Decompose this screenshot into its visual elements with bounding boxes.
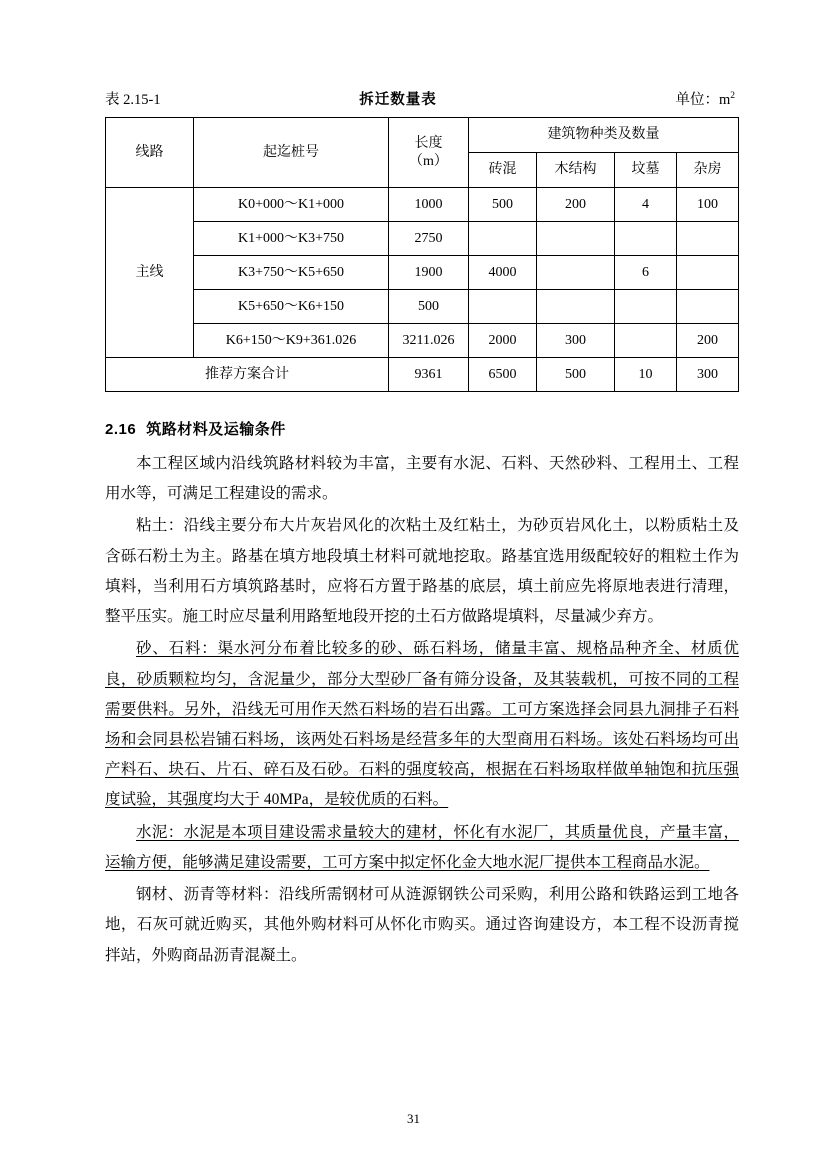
table-row [106, 188, 739, 222]
section-number: 2.16 [105, 421, 137, 438]
cell-length: 500 [389, 290, 469, 324]
cell-misc-house [677, 290, 739, 324]
header-length [389, 118, 469, 188]
cell-misc-house: 200 [677, 324, 739, 358]
table-unit-label: 单位：m [675, 92, 731, 108]
header-misc-house: 杂房 [677, 153, 739, 188]
cell-tomb: 6 [615, 256, 677, 290]
section-title-text: 筑路材料及运输条件 [146, 421, 286, 438]
table-row [106, 256, 739, 290]
paragraph-clay: 粘土：沿线主要分布大片灰岩风化的次粘土及红粘土，为砂页岩风化土，以粉质粘土及含砾石粉土为主。路基在填方地段填土材料可就地挖取。路基宜选用级配较好的粗粒土作为填料，当利用石方填筑路基时，应将石方置于路基的底层，填土前应先将原地表进行清理，整平压实。施工时应尽量利用路堑地段开挖的土石方做路堤填料，尽量减少弃方。 [105, 517, 739, 626]
header-length-line1: 长度 [414, 136, 443, 151]
header-length-line2: （m） [409, 153, 448, 169]
header-building-group: 建筑物种类及数量 [469, 118, 739, 153]
cell-misc-house: 100 [677, 188, 739, 222]
cell-wood-structure [537, 256, 615, 290]
table-row [106, 290, 739, 324]
cell-length: 1000 [389, 188, 469, 222]
cell-misc-house [677, 256, 739, 290]
header-brick-concrete: 砖混 [469, 153, 537, 188]
demolition-quantity-table [105, 117, 739, 392]
cell-length: 3211.026 [389, 324, 469, 358]
table-unit-exponent: 2 [730, 91, 735, 102]
cell-total-brick-concrete: 6500 [469, 358, 537, 392]
cell-stake: K0+000～K1+000 [194, 188, 389, 222]
cell-misc-house [677, 222, 739, 256]
table-total-row [106, 358, 739, 392]
cell-tomb [615, 222, 677, 256]
table-header-row-1 [106, 118, 739, 153]
paragraph-intro: 本工程区域内沿线筑路材料较为丰富，主要有水泥、石料、天然砂料、工程用土、工程用水等，可满足工程建设的需求。 [105, 455, 739, 503]
paragraph-cement: 水泥：水泥是本项目建设需求量较大的建材，怀化有水泥厂，其质量优良，产量丰富，运输方便，能够满足建设需要，工可方案中拟定怀化金大地水泥厂提供本工程商品水泥。 [105, 823, 739, 871]
cell-total-length: 9361 [389, 358, 469, 392]
cell-wood-structure: 300 [537, 324, 615, 358]
cell-stake: K1+000～K3+750 [194, 222, 389, 256]
header-wood-structure: 木结构 [537, 153, 615, 188]
page-number: 31 [407, 1111, 420, 1126]
header-route: 线路 [106, 118, 194, 188]
table-caption-number: 表 2.15-1 [105, 92, 161, 108]
table-row [106, 222, 739, 256]
cell-tomb: 4 [615, 188, 677, 222]
paragraph-sand-stone: 砂、石料：渠水河分布着比较多的砂、砾石料场，储量丰富、规格品种齐全、材质优良，砂质颗粒均匀，含泥量少，部分大型砂厂备有筛分设备，及其装载机，可按不同的工程需要供料。另外，沿线无可用作天然石料场的岩石出露。工可方案选择会同县九洞排子石料场和会同县松岩铺石料场，该两处石料场是经营多年的大型商用石料场。该处石料场均可出产料石、块石、片石、碎石及石砂。石料的强度较高，根据在石料场取样做单轴饱和抗压强度试验，其强度均大于 40MPa，是较优质的石料。 [105, 640, 739, 809]
cell-tomb [615, 324, 677, 358]
cell-brick-concrete [469, 290, 537, 324]
cell-total-wood-structure: 500 [537, 358, 615, 392]
cell-stake: K6+150～K9+361.026 [194, 324, 389, 358]
cell-brick-concrete: 4000 [469, 256, 537, 290]
cell-tomb [615, 290, 677, 324]
section-heading [105, 418, 739, 439]
cell-length: 2750 [389, 222, 469, 256]
table-caption-unit [675, 88, 735, 109]
cell-wood-structure: 200 [537, 188, 615, 222]
header-tomb: 坟墓 [615, 153, 677, 188]
header-stake: 起迄桩号 [194, 118, 389, 188]
cell-stake: K5+650～K6+150 [194, 290, 389, 324]
cell-total-label: 推荐方案合计 [106, 358, 389, 392]
table-row [106, 324, 739, 358]
cell-brick-concrete: 500 [469, 188, 537, 222]
cell-route-main-line: 主线 [106, 188, 194, 358]
cell-wood-structure [537, 222, 615, 256]
cell-brick-concrete: 2000 [469, 324, 537, 358]
table-caption-title: 拆迁数量表 [359, 92, 437, 108]
table-caption [105, 88, 739, 109]
cell-brick-concrete [469, 222, 537, 256]
cell-length: 1900 [389, 256, 469, 290]
cell-total-tomb: 10 [615, 358, 677, 392]
cell-wood-structure [537, 290, 615, 324]
paragraph-steel-asphalt: 钢材、沥青等材料：沿线所需钢材可从涟源钢铁公司采购，利用公路和铁路运到工地各地，石灰可就近购买，其他外购材料可从怀化市购买。通过咨询建设方，本工程不设沥青搅拌站，外购商品沥青混凝土。 [105, 886, 739, 964]
cell-total-misc-house: 300 [677, 358, 739, 392]
cell-stake: K3+750～K5+650 [194, 256, 389, 290]
